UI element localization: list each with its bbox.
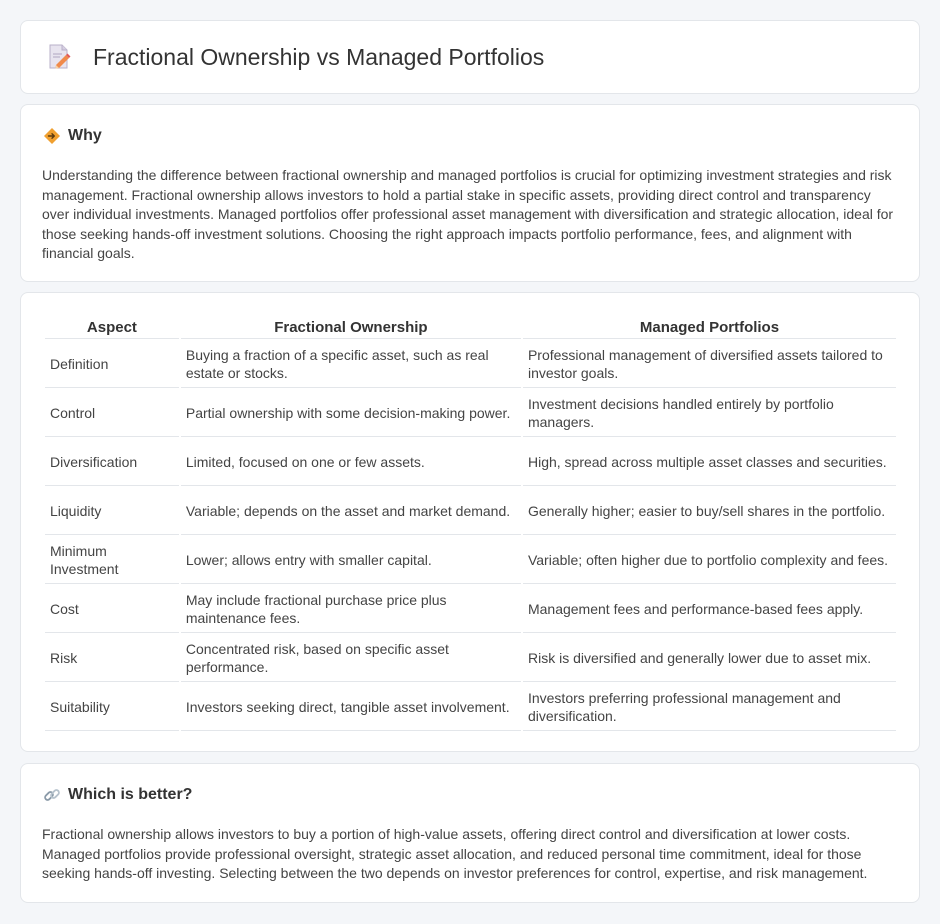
cell-managed: Risk is diversified and generally lower due to asset mix. — [523, 635, 896, 682]
better-text: Fractional ownership allows investors to buy a portion of high-value assets, offering direct control and diversification at lower costs. Managed portfolios provide professional oversight, strategic asset allocation, and reduced personal time commitment, ideal for those seeking hands-off investing. Selecting between the two depends on investor preferences for control, expertise, and risk management. — [42, 826, 868, 882]
which-is-better-card — [20, 763, 920, 903]
document-pencil-icon — [47, 44, 71, 70]
cell-fractional: Investors seeking direct, tangible asset involvement. — [181, 684, 521, 731]
table-row — [45, 684, 896, 731]
header-card — [20, 20, 920, 94]
header-aspect: Aspect — [45, 319, 179, 339]
comparison-card — [20, 292, 920, 752]
cell-fractional: Partial ownership with some decision-making power. — [181, 390, 521, 437]
cell-aspect: Control — [45, 390, 179, 437]
link-icon — [43, 786, 61, 804]
cell-aspect: Suitability — [45, 684, 179, 731]
table-row — [45, 635, 896, 682]
cell-managed: Variable; often higher due to portfolio complexity and fees. — [523, 537, 896, 584]
table-row — [45, 439, 896, 486]
why-title: Why — [68, 127, 102, 144]
cell-fractional: Variable; depends on the asset and market demand. — [181, 488, 521, 535]
cell-managed: High, spread across multiple asset classes and securities. — [523, 439, 896, 486]
cell-aspect: Liquidity — [45, 488, 179, 535]
cell-aspect: Minimum Investment — [45, 537, 179, 584]
cell-managed: Investors preferring professional management and diversification. — [523, 684, 896, 731]
cell-aspect: Risk — [45, 635, 179, 682]
cell-aspect: Diversification — [45, 439, 179, 486]
comparison-table — [43, 317, 898, 733]
better-title: Which is better? — [68, 786, 193, 803]
cell-managed: Investment decisions handled entirely by portfolio managers. — [523, 390, 896, 437]
why-card — [20, 104, 920, 282]
table-row — [45, 586, 896, 633]
header-fractional: Fractional Ownership — [181, 319, 521, 339]
why-text: Understanding the difference between fractional ownership and managed portfolios is crucial for optimizing investment strategies and risk management. Fractional ownership allows investors to hold a partial stake in specific assets, providing direct control and transparency over individual investments. Managed portfolios offer professional asset management with diversification and strategic allocation, ideal for those seeking hands-off investment solutions. Choosing the right approach impacts portfolio performance, fees, and alignment with financial goals. — [42, 167, 894, 262]
diamond-sign-icon — [43, 127, 61, 145]
cell-fractional: Lower; allows entry with smaller capital. — [181, 537, 521, 584]
cell-managed: Management fees and performance-based fees apply. — [523, 586, 896, 633]
cell-fractional: Concentrated risk, based on specific asset performance. — [181, 635, 521, 682]
header-managed: Managed Portfolios — [523, 319, 896, 339]
cell-fractional: May include fractional purchase price plus maintenance fees. — [181, 586, 521, 633]
cell-managed: Generally higher; easier to buy/sell shares in the portfolio. — [523, 488, 896, 535]
page-title: Fractional Ownership vs Managed Portfolios — [93, 43, 545, 70]
table-row — [45, 341, 896, 388]
table-row — [45, 537, 896, 584]
cell-fractional: Limited, focused on one or few assets. — [181, 439, 521, 486]
cell-aspect: Definition — [45, 341, 179, 388]
why-heading — [43, 127, 102, 145]
cell-fractional: Buying a fraction of a specific asset, such as real estate or stocks. — [181, 341, 521, 388]
table-row — [45, 488, 896, 535]
cell-managed: Professional management of diversified assets tailored to investor goals. — [523, 341, 896, 388]
better-heading — [43, 786, 192, 804]
table-row — [45, 390, 896, 437]
cell-aspect: Cost — [45, 586, 179, 633]
table-header-row — [45, 319, 896, 339]
